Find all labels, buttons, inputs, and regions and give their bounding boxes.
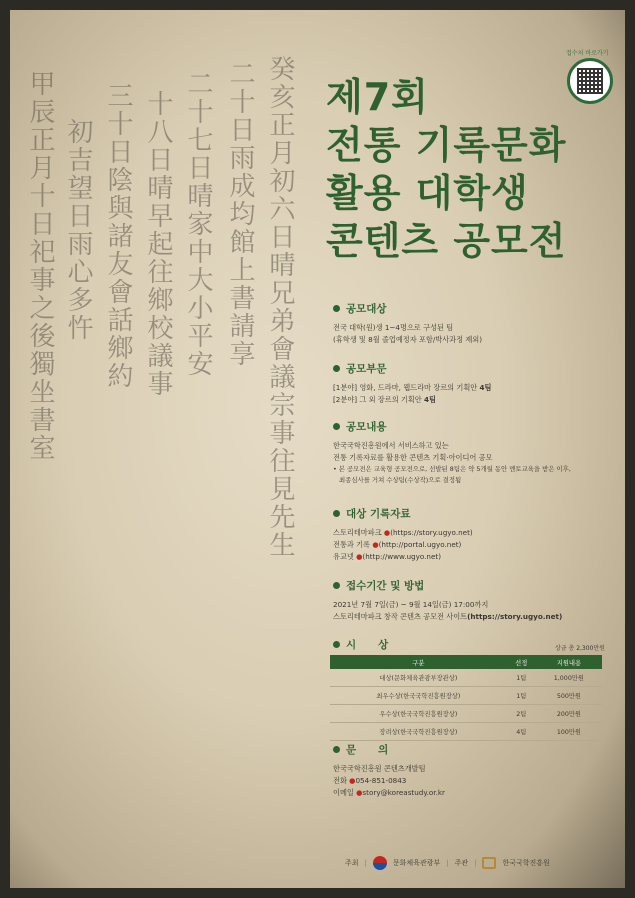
content-line-2: 전통 기록자료를 활용한 콘텐츠 기획·아이디어 공모 xyxy=(333,453,493,462)
section-content xyxy=(333,419,603,486)
bullet-icon xyxy=(333,746,340,753)
period-link[interactable]: (https://story.ugyo.net) xyxy=(467,612,563,621)
col-header: 구분 xyxy=(330,655,507,669)
material-link[interactable]: (http://portal.ugyo.net) xyxy=(378,540,462,549)
table-row: 최우수상(한국국학진흥원장상) 1팀 500만원 xyxy=(330,687,602,705)
contact-phone[interactable]: 054-851-0843 xyxy=(355,776,407,785)
organizer-label: 주관 xyxy=(454,859,469,867)
category-1-teams: 4팀 xyxy=(479,383,492,392)
bullet-icon xyxy=(333,305,340,312)
target-line-1: 전국 대학(원)생 1~4명으로 구성된 팀 xyxy=(333,323,454,332)
section-heading: 문 의 xyxy=(346,744,389,756)
table-row: 대상(문화체육관광부장관상) 1팀 1,000만원 xyxy=(330,669,602,687)
host-name: 문화체육관광부 xyxy=(392,859,441,867)
section-heading: 접수기간 및 방법 xyxy=(346,580,425,592)
target-line-2: (휴학생 및 8월 졸업예정자 포함/박사과정 제외) xyxy=(333,335,483,344)
bullet-icon xyxy=(333,510,340,517)
period-line-1: 2021년 7월 7일(금) ~ 9월 14일(금) 17:00까지 xyxy=(333,600,489,609)
section-period xyxy=(333,578,603,623)
qr-label: 접수처 바로가기 xyxy=(566,50,609,57)
section-category xyxy=(333,361,603,406)
organizer-name: 한국국학진흥원 xyxy=(502,859,550,867)
title-line-1: 제7회 xyxy=(326,75,429,119)
section-heading: 대상 기록자료 xyxy=(346,508,411,520)
section-heading: 공모대상 xyxy=(346,303,387,315)
calligraphy-background: 癸亥正月初六日晴兄弟會議宗事往見先生 二十日雨成均館上書請享 二十七日晴家中大小平安 十八日晴早起往鄉校議事 三十日陰與諸友會話鄉約 初吉望日雨心多忤 甲辰正月十日祀事之後獨坐書室 xyxy=(25,55,295,559)
aks-logo-icon xyxy=(482,857,496,869)
table-row: 장려상(한국국학진흥원장상) 4팀 100만원 xyxy=(330,723,602,741)
section-materials: 대상 기록자료 스토리테마파크 ●(https://story.ugyo.net) 전통과 기록 ●(http://portal.ugyo.net) 유교넷 ●(http://www.ugyo.net) xyxy=(333,508,473,561)
footer: 주최 | 문화체육관광부 | 주관 | 한국국학진흥원 xyxy=(345,856,550,870)
section-target xyxy=(333,301,603,346)
material-name: 유교넷 xyxy=(333,552,354,561)
col-header: 선정 xyxy=(507,655,536,669)
material-link[interactable]: (http://www.ugyo.net) xyxy=(362,552,442,561)
category-2-text: [2분야] 그 외 장르의 기획안 xyxy=(333,395,425,404)
section-heading: 공모부문 xyxy=(346,363,387,375)
category-2-teams: 4팀 xyxy=(424,395,436,404)
bullet-icon xyxy=(333,641,340,648)
material-name: 스토리테마파크 xyxy=(333,528,382,537)
prize-total: 상금 총 2,300만원 xyxy=(555,645,605,652)
material-link[interactable]: (https://story.ugyo.net) xyxy=(390,528,473,537)
title-line-4: 콘텐츠 공모전 xyxy=(326,219,567,263)
table-row: 우수상(한국국학진흥원장상) 2팀 200만원 xyxy=(330,705,602,723)
host-label: 주최 xyxy=(345,859,359,867)
material-name: 전통과 기록 xyxy=(333,540,371,549)
bullet-icon xyxy=(333,582,340,589)
content-line-1: 한국국학진흥원에서 서비스하고 있는 xyxy=(333,441,449,450)
period-line-2: 스토리테마파크 창작 콘텐츠 공모전 사이트 xyxy=(333,612,468,621)
content-note-2: 최종심사를 거쳐 수상팀(수상작)으로 결정됨 xyxy=(339,476,462,484)
contact-email[interactable]: story@koreastudy.or.kr xyxy=(362,788,445,797)
bullet-icon xyxy=(333,423,340,430)
section-contact: 문 의 한국국학진흥원 콘텐츠개발팀 전화 ●054-851-0843 이메일 ●story@koreastudy.or.kr xyxy=(333,742,603,799)
mcst-logo-icon xyxy=(373,856,387,870)
bullet-icon xyxy=(333,365,340,372)
col-header: 지원내용 xyxy=(536,655,602,669)
prize-table xyxy=(330,655,602,741)
title-line-3: 활용 대학생 xyxy=(326,171,529,215)
title-line-2: 전통 기록문화 xyxy=(326,123,567,167)
content-note-1: • 본 공모전은 교육형 공모전으로, 선발된 8팀은 약 5개월 동안 멘토교육을 받은 이후, xyxy=(333,465,571,473)
category-1-text: [1분야] 영화, 드라마, 웹드라마 장르의 기획안 xyxy=(333,383,480,392)
section-heading: 공모내용 xyxy=(346,421,387,433)
section-heading: 시 상 xyxy=(346,639,389,651)
contact-org: 한국국학진흥원 콘텐츠개발팀 xyxy=(333,764,426,773)
